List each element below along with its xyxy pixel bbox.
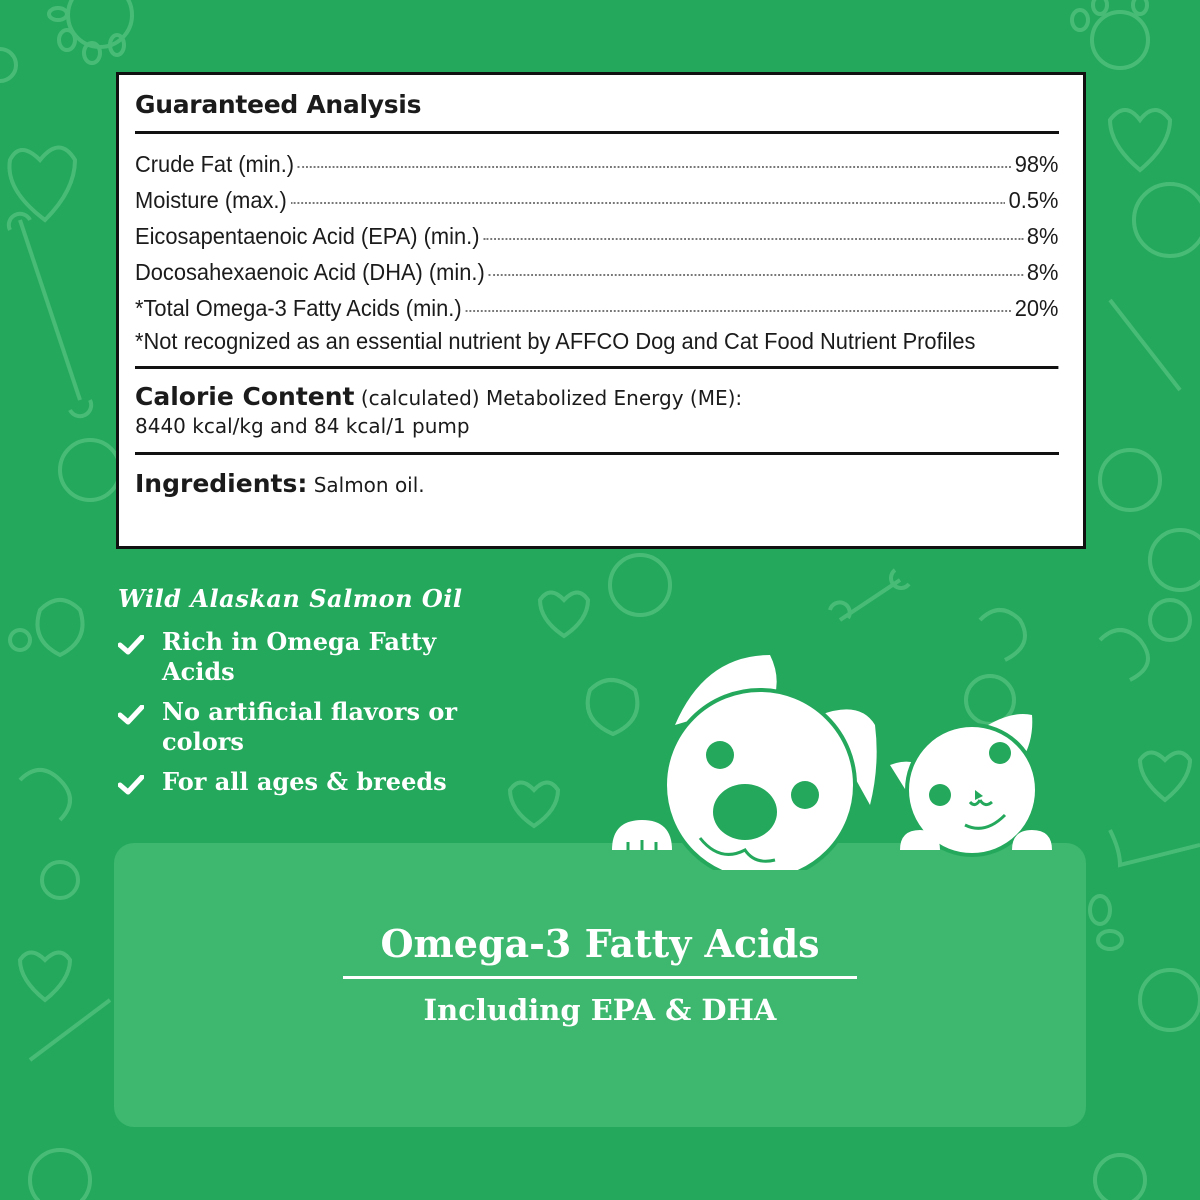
dot-leader [291, 202, 1005, 204]
product-tagline: Wild Alaskan Salmon Oil [118, 584, 463, 613]
feature-item [118, 697, 542, 757]
heart-icon [20, 953, 70, 1001]
check-icon [118, 775, 144, 795]
analysis-row [135, 218, 1058, 254]
analysis-row [135, 182, 1058, 218]
feature-item [118, 627, 542, 687]
dot-leader [483, 238, 1023, 240]
feature-text: Rich in Omega Fatty Acids [162, 627, 437, 686]
nutrient-value: 8% [1026, 223, 1059, 249]
heart-icon [9, 148, 75, 221]
nutrient-value: 0.5% [1008, 187, 1059, 213]
feature-list [118, 584, 542, 807]
calorie-heading: Calorie Content [135, 382, 355, 411]
check-icon [118, 705, 144, 725]
ingredients-heading: Ingredients: [135, 469, 308, 498]
nutrient-name: Eicosapentaenoic Acid (EPA) (min.) [135, 223, 480, 249]
bone-icon [830, 570, 909, 620]
paw-icon [38, 600, 83, 655]
panel-subtitle: Including EPA & DHA [423, 993, 777, 1027]
nutrient-name: Docosahexaenoic Acid (DHA) (min.) [135, 259, 485, 285]
nutrient-name: Moisture (max.) [135, 187, 287, 213]
nutrition-label [116, 72, 1086, 549]
analysis-rows [135, 134, 1059, 326]
heart-icon [1140, 753, 1190, 801]
ingredients-value: Salmon oil. [313, 473, 425, 497]
calorie-content [135, 369, 1059, 455]
calorie-value: 8440 kcal/kg and 84 kcal/1 pump [135, 414, 470, 438]
heart-icon [1110, 110, 1170, 170]
footnote: *Not recognized as an essential nutrient by AFFCO Dog and Cat Food Nutrient Profiles [135, 326, 1058, 369]
dot-leader [465, 310, 1010, 312]
paw-icon [49, 0, 132, 63]
feature-text: For all ages & breeds [162, 767, 447, 796]
dog-icon [612, 655, 877, 870]
dot-leader [489, 274, 1024, 276]
nutrient-value: 20% [1014, 295, 1059, 321]
analysis-row [135, 290, 1058, 326]
feature-text: No artificial flavors or colors [162, 697, 458, 756]
analysis-row [135, 254, 1058, 290]
cat-icon [890, 714, 1052, 855]
dot-leader [298, 166, 1011, 168]
omega-panel [114, 843, 1086, 1127]
bone-icon [30, 1000, 110, 1060]
nutrient-value: 8% [1026, 259, 1059, 285]
nutrient-name: *Total Omega-3 Fatty Acids (min.) [135, 295, 462, 321]
bone-icon [1110, 300, 1180, 390]
panel-title: Omega-3 Fatty Acids [343, 921, 857, 979]
dog-cat-mascot-icon [600, 640, 1060, 870]
guaranteed-analysis-title: Guaranteed Analysis [135, 89, 1059, 134]
nutrient-name: Crude Fat (min.) [135, 151, 295, 177]
heart-icon [540, 593, 588, 637]
bone-icon [9, 214, 91, 416]
check-icon [118, 635, 144, 655]
analysis-row [135, 146, 1058, 182]
feature-item [118, 767, 542, 797]
ingredients [135, 455, 1059, 498]
calorie-detail: (calculated) Metabolized Energy (ME): [360, 386, 743, 410]
paw-icon [1072, 0, 1148, 68]
nutrient-value: 98% [1014, 151, 1059, 177]
